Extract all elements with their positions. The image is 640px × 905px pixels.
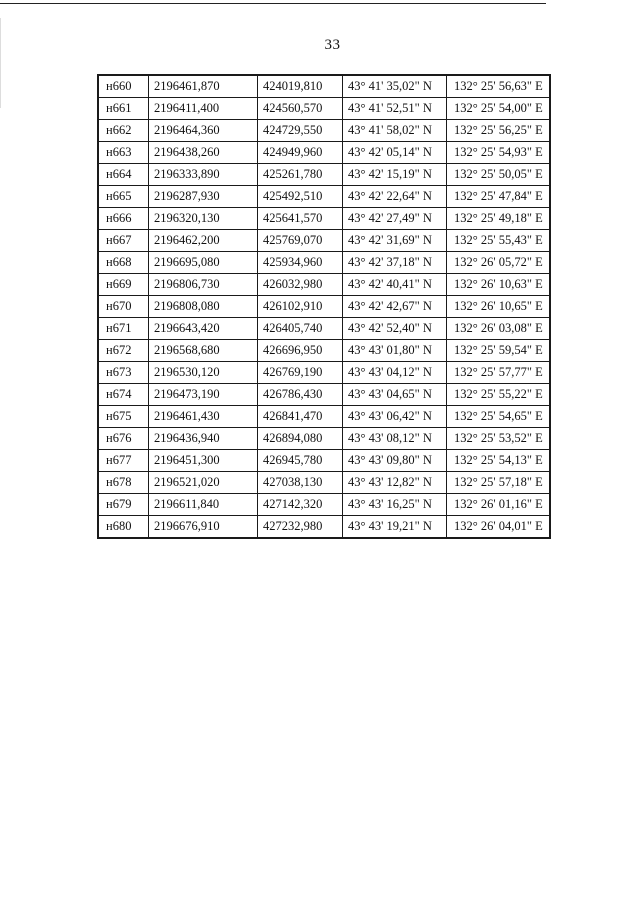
point-id-cell: н676 <box>98 428 149 450</box>
latitude-cell: 43° 43' 04,12" N <box>343 362 447 384</box>
x-coordinate-cell: 2196521,020 <box>149 472 258 494</box>
table-row <box>98 450 550 472</box>
x-coordinate-cell: 2196806,730 <box>149 274 258 296</box>
y-coordinate-cell: 424019,810 <box>258 75 343 98</box>
latitude-cell: 43° 43' 16,25" N <box>343 494 447 516</box>
longitude-cell: 132° 25' 54,13" E <box>447 450 551 472</box>
longitude-cell: 132° 25' 53,52" E <box>447 428 551 450</box>
table-row <box>98 120 550 142</box>
x-coordinate-cell: 2196438,260 <box>149 142 258 164</box>
y-coordinate-cell: 425934,960 <box>258 252 343 274</box>
latitude-cell: 43° 42' 27,49" N <box>343 208 447 230</box>
table-row <box>98 362 550 384</box>
latitude-cell: 43° 42' 15,19" N <box>343 164 447 186</box>
longitude-cell: 132° 25' 54,00" E <box>447 98 551 120</box>
y-coordinate-cell: 425769,070 <box>258 230 343 252</box>
coordinates-table <box>97 74 551 539</box>
y-coordinate-cell: 426945,780 <box>258 450 343 472</box>
latitude-cell: 43° 43' 19,21" N <box>343 516 447 539</box>
point-id-cell: н675 <box>98 406 149 428</box>
point-id-cell: н660 <box>98 75 149 98</box>
y-coordinate-cell: 426786,430 <box>258 384 343 406</box>
y-coordinate-cell: 425261,780 <box>258 164 343 186</box>
point-id-cell: н671 <box>98 318 149 340</box>
x-coordinate-cell: 2196473,190 <box>149 384 258 406</box>
point-id-cell: н661 <box>98 98 149 120</box>
x-coordinate-cell: 2196461,870 <box>149 75 258 98</box>
y-coordinate-cell: 426032,980 <box>258 274 343 296</box>
latitude-cell: 43° 42' 40,41" N <box>343 274 447 296</box>
latitude-cell: 43° 41' 35,02" N <box>343 75 447 98</box>
x-coordinate-cell: 2196436,940 <box>149 428 258 450</box>
longitude-cell: 132° 26' 10,65" E <box>447 296 551 318</box>
point-id-cell: н662 <box>98 120 149 142</box>
page-number: 33 <box>324 37 341 53</box>
x-coordinate-cell: 2196451,300 <box>149 450 258 472</box>
latitude-cell: 43° 42' 31,69" N <box>343 230 447 252</box>
latitude-cell: 43° 43' 09,80" N <box>343 450 447 472</box>
y-coordinate-cell: 425492,510 <box>258 186 343 208</box>
table-row <box>98 472 550 494</box>
longitude-cell: 132° 25' 54,65" E <box>447 406 551 428</box>
y-coordinate-cell: 425641,570 <box>258 208 343 230</box>
point-id-cell: н672 <box>98 340 149 362</box>
y-coordinate-cell: 426841,470 <box>258 406 343 428</box>
longitude-cell: 132° 25' 54,93" E <box>447 142 551 164</box>
longitude-cell: 132° 25' 57,77" E <box>447 362 551 384</box>
table-row <box>98 494 550 516</box>
coordinates-table-body <box>98 75 550 538</box>
x-coordinate-cell: 2196695,080 <box>149 252 258 274</box>
x-coordinate-cell: 2196461,430 <box>149 406 258 428</box>
point-id-cell: н663 <box>98 142 149 164</box>
latitude-cell: 43° 42' 22,64" N <box>343 186 447 208</box>
point-id-cell: н680 <box>98 516 149 539</box>
longitude-cell: 132° 25' 55,22" E <box>447 384 551 406</box>
y-coordinate-cell: 426696,950 <box>258 340 343 362</box>
y-coordinate-cell: 424949,960 <box>258 142 343 164</box>
y-coordinate-cell: 427038,130 <box>258 472 343 494</box>
table-row <box>98 75 550 98</box>
latitude-cell: 43° 41' 52,51" N <box>343 98 447 120</box>
table-row <box>98 142 550 164</box>
latitude-cell: 43° 43' 12,82" N <box>343 472 447 494</box>
table-row <box>98 428 550 450</box>
x-coordinate-cell: 2196530,120 <box>149 362 258 384</box>
longitude-cell: 132° 26' 03,08" E <box>447 318 551 340</box>
y-coordinate-cell: 426894,080 <box>258 428 343 450</box>
y-coordinate-cell: 424560,570 <box>258 98 343 120</box>
table-row <box>98 164 550 186</box>
latitude-cell: 43° 43' 06,42" N <box>343 406 447 428</box>
longitude-cell: 132° 25' 57,18" E <box>447 472 551 494</box>
table-row <box>98 406 550 428</box>
table-row <box>98 252 550 274</box>
longitude-cell: 132° 26' 10,63" E <box>447 274 551 296</box>
x-coordinate-cell: 2196333,890 <box>149 164 258 186</box>
x-coordinate-cell: 2196320,130 <box>149 208 258 230</box>
x-coordinate-cell: 2196464,360 <box>149 120 258 142</box>
y-coordinate-cell: 426102,910 <box>258 296 343 318</box>
latitude-cell: 43° 43' 04,65" N <box>343 384 447 406</box>
latitude-cell: 43° 42' 52,40" N <box>343 318 447 340</box>
table-row <box>98 186 550 208</box>
table-row <box>98 230 550 252</box>
y-coordinate-cell: 427232,980 <box>258 516 343 539</box>
latitude-cell: 43° 43' 08,12" N <box>343 428 447 450</box>
table-row <box>98 516 550 539</box>
longitude-cell: 132° 25' 55,43" E <box>447 230 551 252</box>
point-id-cell: н665 <box>98 186 149 208</box>
longitude-cell: 132° 26' 05,72" E <box>447 252 551 274</box>
table-row <box>98 296 550 318</box>
point-id-cell: н678 <box>98 472 149 494</box>
longitude-cell: 132° 25' 49,18" E <box>447 208 551 230</box>
longitude-cell: 132° 26' 01,16" E <box>447 494 551 516</box>
longitude-cell: 132° 25' 56,63" E <box>447 75 551 98</box>
table-row <box>98 318 550 340</box>
x-coordinate-cell: 2196568,680 <box>149 340 258 362</box>
longitude-cell: 132° 26' 04,01" E <box>447 516 551 539</box>
table-row <box>98 208 550 230</box>
latitude-cell: 43° 41' 58,02" N <box>343 120 447 142</box>
x-coordinate-cell: 2196287,930 <box>149 186 258 208</box>
point-id-cell: н669 <box>98 274 149 296</box>
latitude-cell: 43° 42' 37,18" N <box>343 252 447 274</box>
y-coordinate-cell: 426769,190 <box>258 362 343 384</box>
latitude-cell: 43° 43' 01,80" N <box>343 340 447 362</box>
longitude-cell: 132° 25' 47,84" E <box>447 186 551 208</box>
point-id-cell: н673 <box>98 362 149 384</box>
scan-edge <box>0 18 1 108</box>
x-coordinate-cell: 2196676,910 <box>149 516 258 539</box>
latitude-cell: 43° 42' 42,67" N <box>343 296 447 318</box>
table-row <box>98 384 550 406</box>
y-coordinate-cell: 426405,740 <box>258 318 343 340</box>
top-rule <box>0 3 546 4</box>
point-id-cell: н664 <box>98 164 149 186</box>
table-row <box>98 340 550 362</box>
x-coordinate-cell: 2196643,420 <box>149 318 258 340</box>
point-id-cell: н670 <box>98 296 149 318</box>
latitude-cell: 43° 42' 05,14" N <box>343 142 447 164</box>
point-id-cell: н667 <box>98 230 149 252</box>
point-id-cell: н668 <box>98 252 149 274</box>
table-row <box>98 98 550 120</box>
longitude-cell: 132° 25' 50,05" E <box>447 164 551 186</box>
x-coordinate-cell: 2196611,840 <box>149 494 258 516</box>
x-coordinate-cell: 2196462,200 <box>149 230 258 252</box>
point-id-cell: н674 <box>98 384 149 406</box>
longitude-cell: 132° 25' 59,54" E <box>447 340 551 362</box>
longitude-cell: 132° 25' 56,25" E <box>447 120 551 142</box>
y-coordinate-cell: 424729,550 <box>258 120 343 142</box>
y-coordinate-cell: 427142,320 <box>258 494 343 516</box>
table-row <box>98 274 550 296</box>
point-id-cell: н666 <box>98 208 149 230</box>
x-coordinate-cell: 2196411,400 <box>149 98 258 120</box>
point-id-cell: н679 <box>98 494 149 516</box>
x-coordinate-cell: 2196808,080 <box>149 296 258 318</box>
point-id-cell: н677 <box>98 450 149 472</box>
